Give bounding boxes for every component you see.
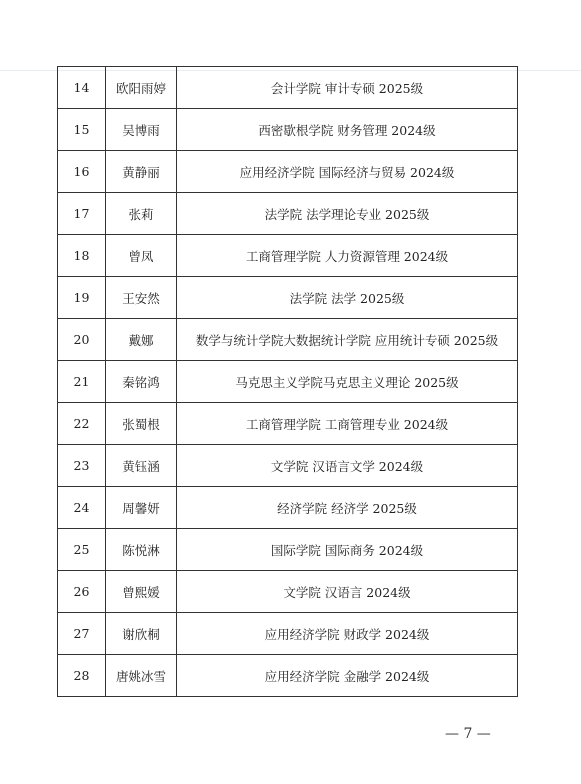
roster-table xyxy=(57,66,518,697)
student-name: 谢欣桐 xyxy=(106,613,177,655)
student-name: 欧阳雨婷 xyxy=(106,67,177,109)
row-number: 23 xyxy=(58,445,106,487)
department-info: 工商管理学院 工商管理专业 2024级 xyxy=(177,403,518,445)
student-name: 曾熙媛 xyxy=(106,571,177,613)
department-info: 会计学院 审计专硕 2025级 xyxy=(177,67,518,109)
row-number: 22 xyxy=(58,403,106,445)
table-row xyxy=(58,613,518,655)
student-name: 张莉 xyxy=(106,193,177,235)
department-info: 应用经济学院 国际经济与贸易 2024级 xyxy=(177,151,518,193)
department-info: 经济学院 经济学 2025级 xyxy=(177,487,518,529)
student-name: 王安然 xyxy=(106,277,177,319)
row-number: 26 xyxy=(58,571,106,613)
student-name: 黄静丽 xyxy=(106,151,177,193)
row-number: 28 xyxy=(58,655,106,697)
page-number: — 7 — xyxy=(445,726,491,742)
row-number: 15 xyxy=(58,109,106,151)
student-name: 戴娜 xyxy=(106,319,177,361)
row-number: 25 xyxy=(58,529,106,571)
row-number: 24 xyxy=(58,487,106,529)
table-row xyxy=(58,235,518,277)
table-row xyxy=(58,529,518,571)
department-info: 工商管理学院 人力资源管理 2024级 xyxy=(177,235,518,277)
department-info: 文学院 汉语言文学 2024级 xyxy=(177,445,518,487)
department-info: 法学院 法学 2025级 xyxy=(177,277,518,319)
table-row xyxy=(58,445,518,487)
student-name: 吴博雨 xyxy=(106,109,177,151)
student-name: 黄钰涵 xyxy=(106,445,177,487)
department-info: 应用经济学院 财政学 2024级 xyxy=(177,613,518,655)
student-name: 张蜀根 xyxy=(106,403,177,445)
department-info: 数学与统计学院大数据统计学院 应用统计专硕 2025级 xyxy=(177,319,518,361)
student-name: 陈悦淋 xyxy=(106,529,177,571)
table-row xyxy=(58,655,518,697)
student-name: 周馨妍 xyxy=(106,487,177,529)
table-row xyxy=(58,193,518,235)
table-row xyxy=(58,277,518,319)
table-row xyxy=(58,403,518,445)
student-name: 唐姚冰雪 xyxy=(106,655,177,697)
department-info: 法学院 法学理论专业 2025级 xyxy=(177,193,518,235)
row-number: 17 xyxy=(58,193,106,235)
department-info: 马克思主义学院马克思主义理论 2025级 xyxy=(177,361,518,403)
row-number: 18 xyxy=(58,235,106,277)
department-info: 国际学院 国际商务 2024级 xyxy=(177,529,518,571)
table-row xyxy=(58,67,518,109)
table-row xyxy=(58,571,518,613)
table-row xyxy=(58,487,518,529)
row-number: 19 xyxy=(58,277,106,319)
row-number: 16 xyxy=(58,151,106,193)
student-name: 曾凤 xyxy=(106,235,177,277)
table-row xyxy=(58,109,518,151)
department-info: 西密歇根学院 财务管理 2024级 xyxy=(177,109,518,151)
table-row xyxy=(58,361,518,403)
row-number: 14 xyxy=(58,67,106,109)
row-number: 27 xyxy=(58,613,106,655)
department-info: 文学院 汉语言 2024级 xyxy=(177,571,518,613)
department-info: 应用经济学院 金融学 2024级 xyxy=(177,655,518,697)
table-row xyxy=(58,151,518,193)
row-number: 20 xyxy=(58,319,106,361)
row-number: 21 xyxy=(58,361,106,403)
table-row xyxy=(58,319,518,361)
student-name: 秦铭鸿 xyxy=(106,361,177,403)
